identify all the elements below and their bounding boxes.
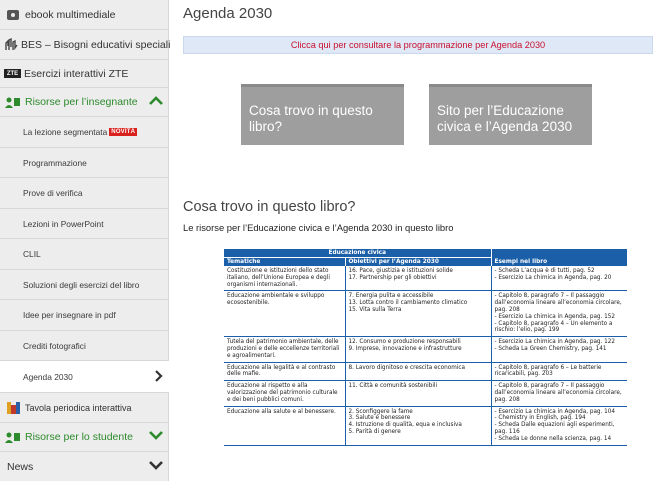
esempio-line: - Capitolo 8, paragrafo 7 – Il passaggio dall’economia lineare all’economia circolare, pag. 208 [494, 293, 622, 313]
obiettivo-line: 4. Istruzione di qualità, equa e inclusiva [348, 422, 462, 429]
ebook-icon [4, 8, 22, 22]
esempio-line: - Scheda Dalle equazioni agli esperimenti, pag. 116 [494, 422, 615, 435]
sidebar-item-label: Esercizi interattivi ZTE [24, 67, 129, 80]
sidebar-item-ebook[interactable] [0, 0, 169, 30]
sidebar-item-label: Risorse per lo studente [25, 431, 133, 443]
sidebar-item-label: Risorse per l’insegnante [25, 96, 138, 108]
sidebar-item-label: Idee per insegnare in pdf [23, 310, 116, 320]
table-cell-tema: Educazione alla salute e al benessere. [224, 406, 345, 445]
sidebar [0, 0, 169, 481]
sidebar-item-label: ebook multimediale [25, 8, 116, 21]
sidebar-item-label: Tavola periodica interattiva [25, 402, 132, 413]
table-cell-esempi [491, 337, 627, 362]
sidebar-subitem-lezioni-powerpoint[interactable] [0, 209, 169, 239]
chevron-down-icon[interactable] [149, 431, 163, 443]
esempio-line: - Capitolo 8, paragrafo 6 – Le batterie ricaricabili, pag. 203 [494, 364, 602, 378]
sidebar-subitem-crediti[interactable] [0, 331, 169, 361]
esempio-line: - Esercizio La chimica in Agenda, pag. 152 [494, 313, 616, 320]
esempio-line: - Esercizio La chimica in Agenda, pag. 122 [494, 339, 616, 346]
table-cell-obiettivi [345, 362, 491, 381]
esempio-line: - Esercizio La chimica in Agenda, pag. 20 [494, 274, 612, 281]
obiettivo-line: 12. Consumo e produzione responsabili [348, 339, 461, 346]
obiettivo-line: 3. Salute e benessere [348, 415, 411, 422]
obiettivo-line: 13. Lotta contro il cambiamento climatico [348, 300, 468, 307]
sidebar-item-bes[interactable] [0, 30, 169, 60]
table-cell-esempi [491, 291, 627, 337]
page-title: Agenda 2030 [183, 5, 273, 22]
sidebar-item-label: Soluzioni degli esercizi del libro [23, 279, 140, 290]
chevron-up-icon[interactable] [149, 96, 163, 108]
esempio-line: - Capitolo 8, paragrafo 7 – Il passaggio dall’economia lineare all’economia circolare, pag. 208 [494, 383, 622, 403]
obiettivo-line: 16. Pace, giustizia e istituzioni solide [348, 268, 453, 274]
table-cell-obiettivi [345, 381, 491, 406]
sidebar-item-label: News [7, 460, 34, 473]
obiettivo-line: 11. Città e comunità sostenibili [348, 383, 438, 390]
table-cell-tema: Educazione alla legalità e al contrasto delle mafie. [224, 362, 345, 381]
table-row [224, 337, 627, 362]
obiettivo-line: 17. Partnership per gli obiettivi [348, 274, 437, 281]
esempio-line: - Scheda La Green Chemistry, pag. 141 [494, 345, 607, 352]
table-col-header: Tematiche [224, 258, 345, 267]
sidebar-item-label: CLIL [23, 249, 41, 259]
sidebar-item-zte[interactable] [0, 60, 169, 88]
esempio-line: - Capitolo 8, paragrafo 4 – Un elemento a rischio: l’elio, pag. 199 [494, 320, 613, 334]
table-cell-obiettivi [345, 291, 491, 337]
table-row [224, 381, 627, 406]
periodic-table-icon [4, 401, 22, 415]
sidebar-item-news[interactable] [0, 452, 169, 481]
obiettivo-line: 9. Imprese, innovazione e infrastrutture [348, 345, 462, 352]
sidebar-item-label: Crediti fotografici [23, 340, 86, 351]
sidebar-subitem-idee-pdf[interactable] [0, 300, 169, 331]
sidebar-item-label: Lezioni in PowerPoint [23, 218, 104, 229]
table-cell-esempi [491, 381, 627, 406]
table-col-header: Obiettivi per l’Agenda 2030 [345, 258, 491, 267]
table-cell-esempi [491, 406, 627, 445]
table-group-header: Educazione civica [224, 249, 491, 258]
teacher-resources-icon [4, 95, 22, 109]
obiettivo-line: 8. Lavoro dignitoso e crescita economica [348, 364, 465, 371]
chevron-down-icon[interactable] [149, 461, 163, 473]
table-body [224, 266, 627, 445]
sidebar-item-risorse-studente[interactable] [0, 423, 169, 452]
table-row [224, 362, 627, 381]
bes-hands-icon [4, 38, 18, 52]
sidebar-item-label: Prove di verifica [23, 188, 83, 198]
main-content [183, 0, 653, 481]
table-row [224, 291, 627, 337]
sidebar-subitem-prove-verifica[interactable] [0, 178, 169, 209]
table-row [224, 266, 627, 291]
sidebar-item-label: La lezione segmentata [23, 127, 108, 137]
zte-logo-icon: ZTE [4, 69, 21, 78]
section-subtitle: Le risorse per l’Educazione civica e l’Agenda 2030 in questo libro [183, 222, 454, 233]
table-cell-tema: Costituzione e istituzioni dello stato italiano, dell’Unione Europea e degli organismi internazionali. [224, 266, 345, 291]
cosa-trovo-tile[interactable]: Cosa trovo in questo libro? [241, 84, 404, 145]
esempio-line: - Scheda L’acqua è di tutti, pag. 52 [494, 268, 595, 274]
esempio-line: - Chemistry in English, pag. 194 [494, 415, 586, 422]
sidebar-item-label: BES – Bisogni educativi speciali [21, 38, 171, 51]
esempio-line: - Esercizio La chimica in Agenda, pag. 104 [494, 408, 616, 415]
table-col-header: Esempi nel libro [491, 249, 627, 266]
educazione-civica-table [224, 249, 627, 446]
sidebar-item-risorse-insegnante[interactable] [0, 88, 169, 117]
sidebar-subitem-lezione-segmentata[interactable] [0, 117, 169, 148]
obiettivo-line: 15. Vita sulla Terra [348, 306, 402, 313]
obiettivo-line: 7. Energia pulita e accessibile [348, 293, 434, 300]
table-row [224, 406, 627, 445]
table-cell-obiettivi [345, 266, 491, 291]
sidebar-subitem-soluzioni[interactable] [0, 270, 169, 300]
table-cell-esempi [491, 266, 627, 291]
chevron-right-icon [154, 370, 163, 384]
sidebar-item-label: Programmazione [23, 157, 87, 168]
obiettivo-line: 5. Parità di genere [348, 428, 401, 435]
sidebar-subitem-clil[interactable] [0, 239, 169, 270]
educazione-civica-table-image [224, 249, 627, 461]
table-cell-obiettivi [345, 406, 491, 445]
table-cell-tema: Educazione ambientale e sviluppo ecosostenibile. [224, 291, 345, 337]
sidebar-item-label: Agenda 2030 [23, 371, 73, 382]
student-resources-icon [4, 430, 22, 444]
sidebar-subitem-agenda-2030[interactable] [0, 361, 169, 393]
esempio-line: - Scheda Le donne nella scienza, pag. 14 [494, 435, 612, 442]
table-cell-esempi [491, 362, 627, 381]
sidebar-item-tavola-periodica[interactable] [0, 393, 169, 423]
sidebar-subitem-programmazione[interactable] [0, 148, 169, 178]
programmazione-link-bar[interactable]: Clicca qui per consultare la programmazione per Agenda 2030 [183, 36, 653, 54]
section-title: Cosa trovo in questo libro? [183, 199, 356, 215]
table-cell-obiettivi [345, 337, 491, 362]
new-badge: NOVITÀ [111, 129, 136, 135]
obiettivo-line: 2. Sconfiggere la fame [348, 408, 413, 415]
table-cell-tema: Tutela del patrimonio ambientale, delle produzioni e delle eccellenze territoriali e agroalimentari. [224, 337, 345, 362]
sito-educazione-civica-tile[interactable]: Sito per l’Educazione civica e l’Agenda 2030 [429, 84, 592, 145]
table-cell-tema: Educazione al rispetto e alla valorizzazione del patrimonio culturale e dei beni pubblici comuni. [224, 381, 345, 406]
